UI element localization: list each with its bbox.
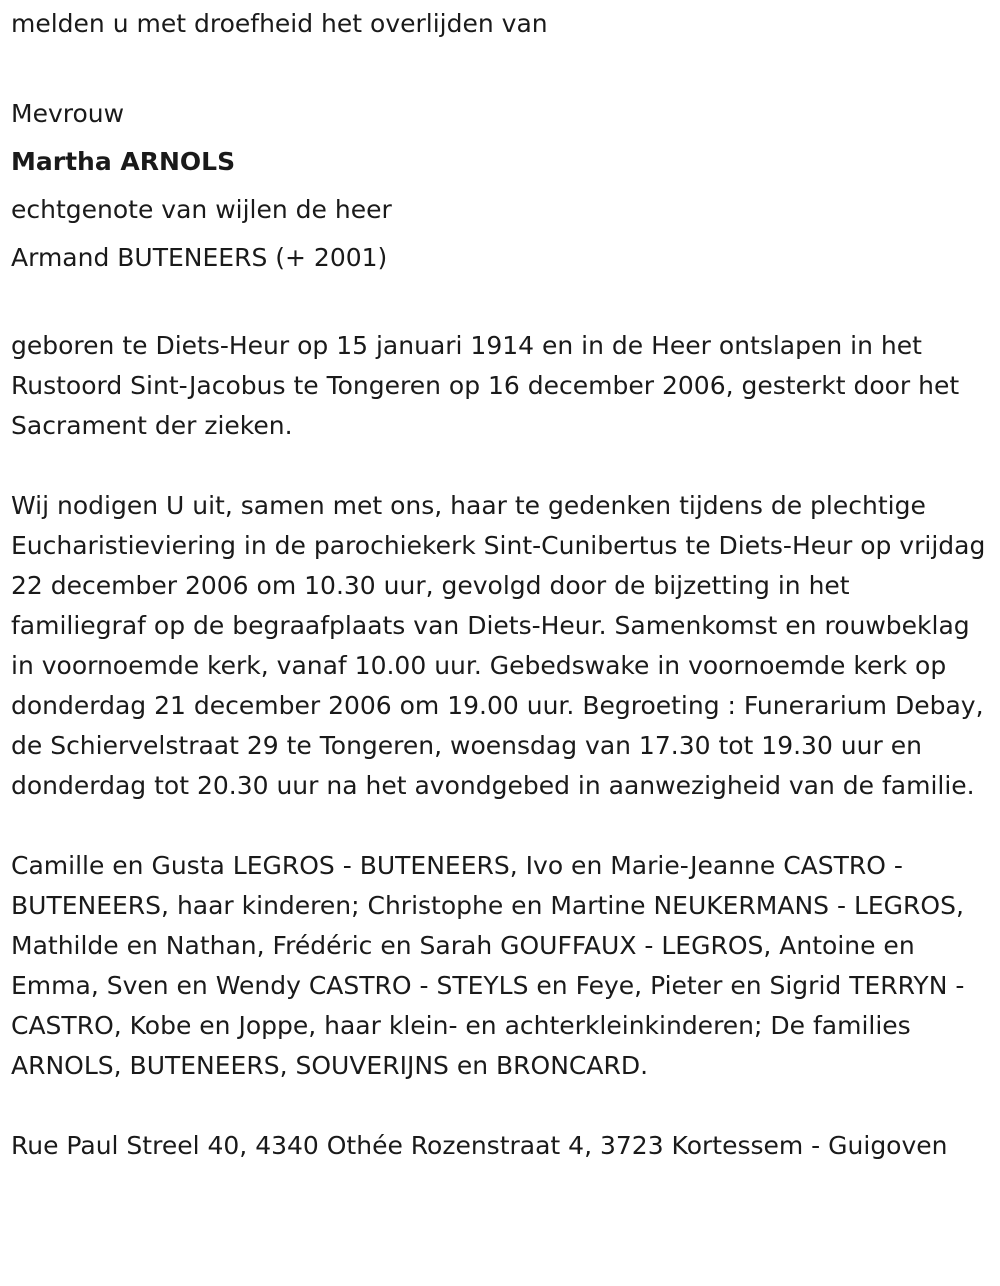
deceased-name: Martha ARNOLS [11, 147, 236, 176]
address-paragraph: Rue Paul Streel 40, 4340 Othée Rozenstraat 4, 3723 Kortessem - Guigoven [11, 1131, 948, 1160]
spouse-name: Armand BUTENEERS (+ 2001) [11, 243, 388, 272]
honorific: Mevrouw [11, 99, 125, 128]
birth-death-paragraph: geboren te Diets-Heur op 15 januari 1914 en in de Heer ontslapen in het Rustoord Sint-Jacobus te Tongeren op 16 december 2006, gesterkt door het Sacrament der zieken. [11, 331, 960, 440]
death-notice [11, 0, 991, 1166]
family-paragraph: Camille en Gusta LEGROS - BUTENEERS, Ivo en Marie-Jeanne CASTRO - BUTENEERS, haar kinderen; Christophe en Martine NEUKERMANS - LEGROS, Mathilde en Nathan, Frédéric en Sarah GOUFFAUX - LEGROS, Antoine en Emma, Sven en Wendy CASTRO - STEYLS en Feye, Pieter en Sigrid TERRYN - CASTRO, Kobe en Joppe, haar klein- en achterkleinkinderen; De families ARNOLS, BUTENEERS, SOUVERIJNS en BRONCARD. [11, 851, 965, 1080]
relation-text: echtgenote van wijlen de heer [11, 195, 392, 224]
intro-text: melden u met droefheid het overlijden van [11, 9, 548, 38]
ceremony-paragraph: Wij nodigen U uit, samen met ons, haar te gedenken tijdens de plechtige Eucharistieviering in de parochiekerk Sint-Cunibertus te Diets-Heur op vrijdag 22 december 2006 om 10.30 uur, gevolgd door de bijzetting in het familiegraf op de begraafplaats van Diets-Heur. Samenkomst en rouwbeklag in voornoemde kerk, vanaf 10.00 uur. Gebedswake in voornoemde kerk op donderdag 21 december 2006 om 19.00 uur. Begroeting : Funerarium Debay, de Schiervelstraat 29 te Tongeren, woensdag van 17.30 tot 19.30 uur en donderdag tot 20.30 uur na het avondgebed in aanwezigheid van de familie. [11, 491, 986, 800]
